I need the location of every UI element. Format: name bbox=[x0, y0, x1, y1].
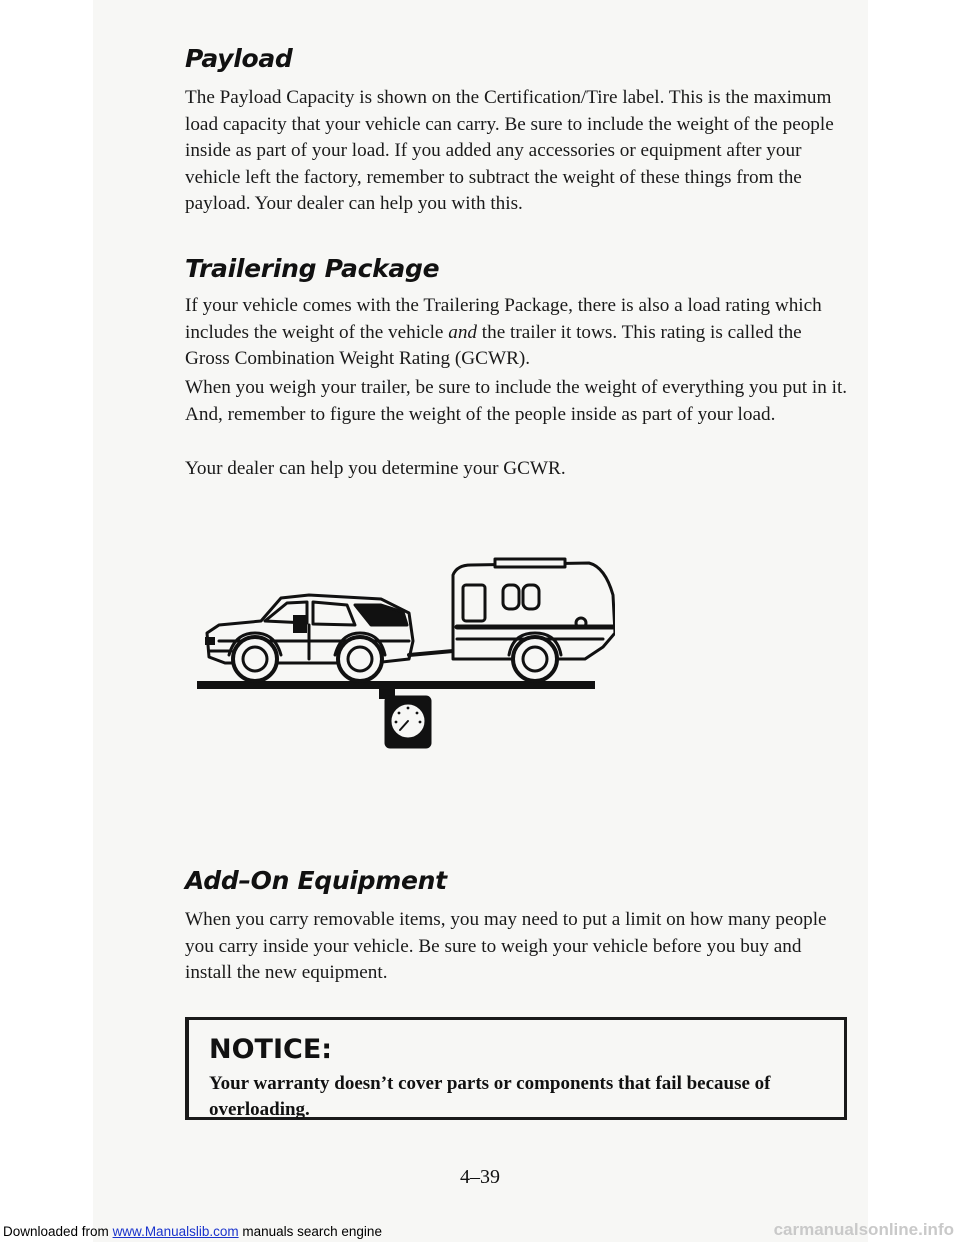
trailering-paragraph-3: Your dealer can help you determine your GCWR. bbox=[185, 458, 566, 479]
addon-paragraph: When you carry removable items, you may need to put a limit on how many people you carry inside your vehicle. Be sure to weigh your vehicle before you buy and install the new equipment. bbox=[185, 909, 827, 983]
download-footer: Downloaded from www.Manualslib.com manuals search engine bbox=[3, 1224, 382, 1239]
payload-paragraph: The Payload Capacity is shown on the Certification/Tire label. This is the maximum load capacity that your vehicle can carry. Be sure to include the weight of the people inside as part of your load. If you added any accessories or equipment after your vehicle left the factory, remember to subtract the weight of these things from the payload. Your dealer can help you with this. bbox=[185, 87, 834, 214]
notice-title: NOTICE: bbox=[209, 1034, 333, 1065]
trailering-paragraph-2: When you weigh your trailer, be sure to include the weight of everything you put in it. And, remember to figure the weight of the people inside as part of your load. bbox=[185, 377, 848, 425]
trailering-heading: Trailering Package bbox=[185, 254, 440, 283]
payload-heading: Payload bbox=[185, 44, 293, 73]
page-number: 4–39 bbox=[460, 1166, 500, 1188]
vehicle-trailer-scale-illustration bbox=[195, 555, 615, 755]
manualslib-link[interactable]: www.Manualslib.com bbox=[112, 1224, 239, 1239]
notice-text: Your warranty doesn’t cover parts or components that fail because of overloading. bbox=[209, 1073, 771, 1120]
notice-box bbox=[185, 1017, 847, 1120]
trailering-paragraph-1: If your vehicle comes with the Trailering Package, there is also a load rating which includes the weight of the vehicle and the trailer it tows. This rating is called the Gross Combination Weight Rating (GCWR). bbox=[185, 295, 822, 369]
site-watermark: carmanualsonline.info bbox=[773, 1220, 954, 1239]
addon-heading: Add–On Equipment bbox=[185, 866, 447, 895]
